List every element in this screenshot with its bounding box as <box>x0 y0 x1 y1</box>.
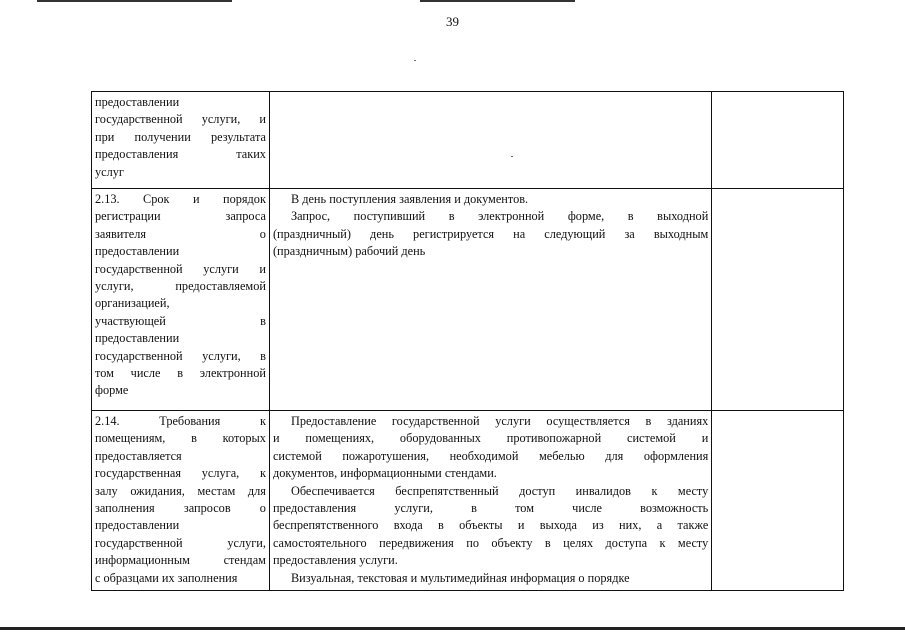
row-label-line: государственной услуги, <box>95 535 266 550</box>
content-line: Визуальная, текстовая и мультимедийная информация о порядке <box>290 570 630 585</box>
row-label-line: заполнения запросов о <box>95 501 266 516</box>
content-paragraph <box>273 191 708 208</box>
table-row <box>92 189 844 411</box>
row-label-line: организацией, <box>95 296 170 311</box>
scan-edge-top-left <box>37 0 232 2</box>
row-label-line: услуг <box>95 164 124 179</box>
content-line: Обеспечивается беспрепятственный доступ инвалидов к месту <box>290 483 709 498</box>
row-label-line: предоставляется <box>95 448 182 463</box>
content-line: системой пожаротушения, необходимой мебелью для оформления <box>272 448 709 463</box>
content-line: предоставления услуги. <box>272 553 398 568</box>
content-line: и помещениях, оборудованных противопожарной системой и <box>272 431 709 446</box>
content-line: документов, информационными стендами. <box>272 466 497 481</box>
row-label-line: 2.13. Срок и порядок <box>95 192 266 206</box>
service-requirements-table <box>91 91 844 591</box>
row-label-line: государственной услуги, в <box>95 348 266 363</box>
row-label-line: информационным стендам <box>95 553 266 568</box>
row-label-line: государственная услуга, к <box>95 466 266 481</box>
row-notes-cell <box>712 92 844 189</box>
row-label-line: предоставления таких <box>95 147 266 162</box>
content-line: (праздничным) рабочий день <box>272 244 426 259</box>
scan-speck <box>414 60 416 61</box>
row-content-cell <box>269 411 711 591</box>
row-notes-cell <box>712 411 844 591</box>
page-number: 39 <box>446 14 459 29</box>
row-content-cell <box>269 189 711 411</box>
row-notes-cell <box>712 189 844 411</box>
content-line: предоставления услуги, в том числе возможность <box>272 501 709 516</box>
row-label-line: при получении результата <box>95 129 266 144</box>
table-body <box>92 92 844 591</box>
content-paragraph <box>273 483 708 570</box>
row-label-line: регистрации запроса <box>95 209 266 224</box>
content-line: (праздничный) день регистрируется на следующий за выходным <box>272 226 709 241</box>
content-line: беспрепятственного входа в объекты и выхода из них, а также <box>272 518 709 533</box>
row-label-cell <box>92 189 270 411</box>
row-label-line: помещениям, в которых <box>95 431 266 446</box>
content-paragraph <box>273 570 708 587</box>
row-label-line: предоставлении <box>95 518 180 533</box>
row-label-line: 2.14. Требования к <box>95 414 266 428</box>
row-label-line: с образцами их заполнения <box>95 570 238 585</box>
scan-edge-top-right <box>420 0 575 2</box>
table-row <box>92 92 844 189</box>
content-line: Предоставление государственной услуги осуществляется в зданиях <box>290 414 709 428</box>
table-row <box>92 411 844 591</box>
row-label-line: предоставлении <box>95 95 180 109</box>
row-label-line: услуги, предоставляемой <box>95 279 266 294</box>
row-label-line: государственной услуги, и <box>95 112 266 127</box>
row-label-line: предоставлении <box>95 331 180 346</box>
row-label-line: заявителя о <box>95 226 266 241</box>
row-label-cell <box>92 411 270 591</box>
row-label-line: предоставлении <box>95 244 180 259</box>
row-label-line: залу ожидания, местам для <box>95 483 266 498</box>
row-content-cell <box>269 92 711 189</box>
content-line: самостоятельного передвижения по объекту в целях доступа к месту <box>272 535 709 550</box>
content-line: Запрос, поступивший в электронной форме, в выходной <box>290 209 709 224</box>
row-label-line: участвующей в <box>95 313 266 328</box>
row-label-line: форме <box>95 383 129 398</box>
row-label-line: том числе в электронной <box>95 366 266 381</box>
row-label-line: государственной услуги и <box>95 261 266 276</box>
content-line: В день поступления заявления и документов. <box>290 192 529 206</box>
row-label-cell <box>92 92 270 189</box>
content-paragraph <box>273 208 708 260</box>
scan-edge-bottom <box>0 627 905 630</box>
content-paragraph <box>273 413 708 483</box>
